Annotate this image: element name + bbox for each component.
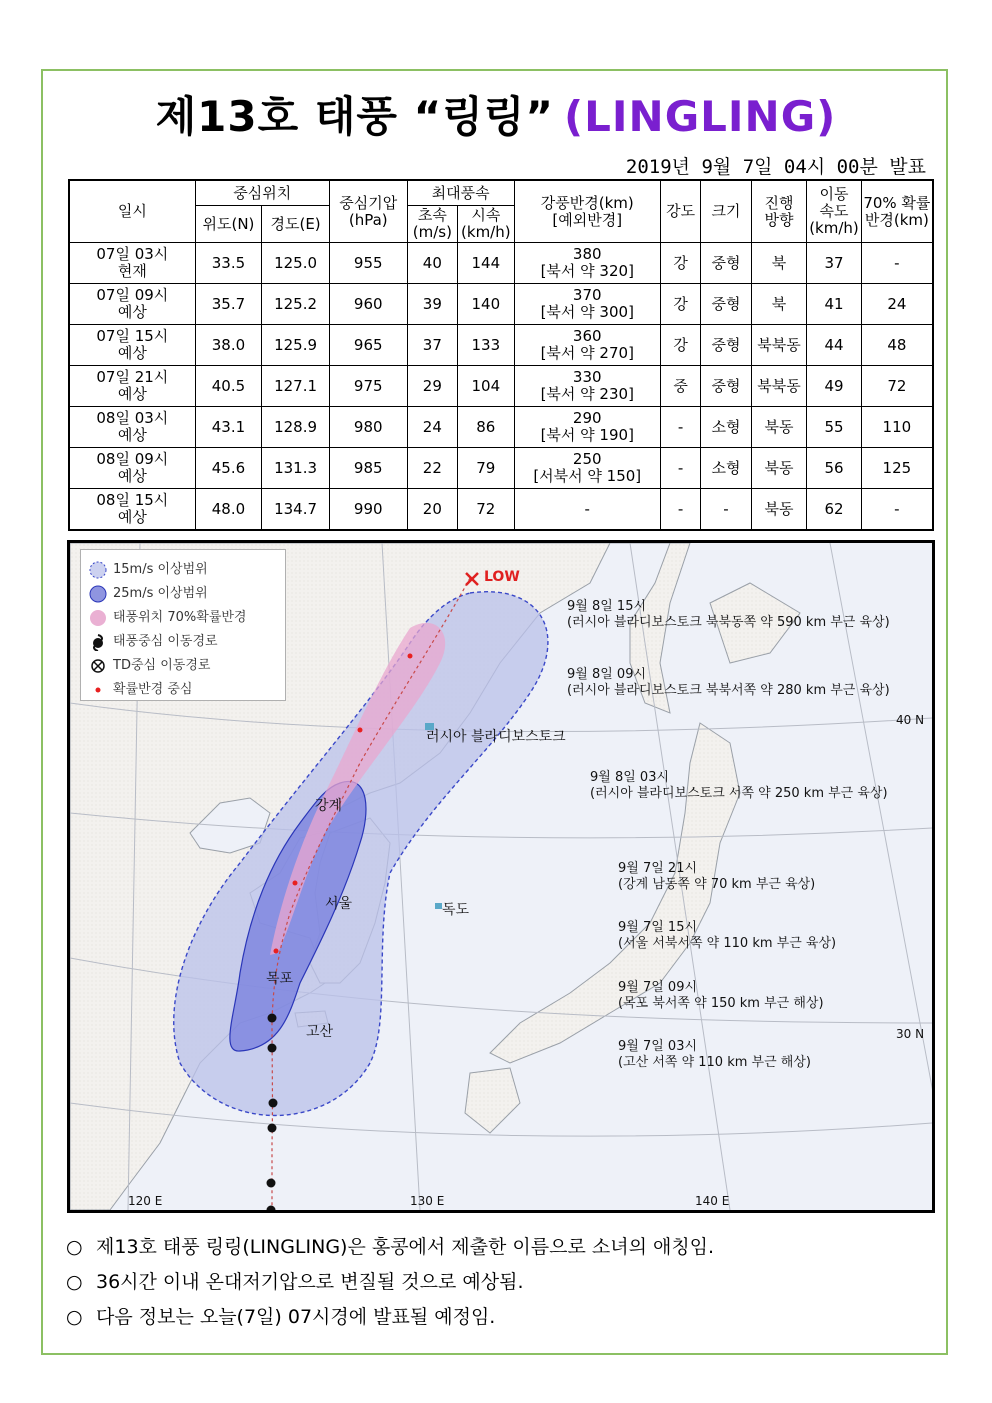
cell-lon: 127.1: [262, 366, 330, 407]
cell-time: 08일 09시 예상: [69, 448, 195, 489]
cell-wind-radius: 250 [서북서 약 150]: [514, 448, 660, 489]
cell-direction: 북동: [751, 448, 807, 489]
cell-speed: 56: [807, 448, 862, 489]
cell-lat: 33.5: [195, 243, 262, 284]
header-pressure: 중심기압 (hPa): [329, 180, 407, 243]
annotation-0908-09: 9월 8일 09시 (러시아 블라디보스토크 북북서쪽 약 280 km 부근 육상): [567, 667, 890, 698]
cell-probability-radius: 24: [861, 284, 933, 325]
header-max-wind: 최대풍속: [407, 180, 514, 206]
cell-wind-ms: 40: [407, 243, 457, 284]
dokdo-marker: [435, 903, 442, 909]
cell-lon: 131.3: [262, 448, 330, 489]
cell-wind-kmh: 86: [458, 407, 515, 448]
cell-size: 중형: [701, 243, 751, 284]
header-probability: 70% 확률 반경(km): [861, 180, 933, 243]
legend-probability: 태풍위치 70%확률반경: [113, 610, 247, 625]
note-3: ○ 다음 정보는 오늘(7일) 07시경에 발표될 예정임.: [66, 1306, 496, 1328]
forecast-table: [68, 179, 934, 531]
header-direction: 진행 방향: [751, 180, 807, 243]
cell-strength: -: [660, 489, 700, 531]
cell-wind-ms: 39: [407, 284, 457, 325]
cell-size: 중형: [701, 284, 751, 325]
cell-lat: 40.5: [195, 366, 262, 407]
table-row: [69, 448, 933, 489]
note-1: ○ 제13호 태풍 링링(LINGLING)은 홍콩에서 제출한 이름으로 소녀의 애칭임.: [66, 1236, 715, 1258]
circle-blue-icon: [89, 585, 107, 603]
cell-wind-kmh: 140: [458, 284, 515, 325]
cell-wind-ms: 24: [407, 407, 457, 448]
cell-wind-ms: 22: [407, 448, 457, 489]
cell-lat: 35.7: [195, 284, 262, 325]
cell-wind-radius: 380 [북서 약 320]: [514, 243, 660, 284]
cell-time: 07일 03시 현재: [69, 243, 195, 284]
cell-lon: 134.7: [262, 489, 330, 531]
cell-wind-radius: 360 [북서 약 270]: [514, 325, 660, 366]
cell-lat: 48.0: [195, 489, 262, 531]
cell-pressure: 975: [329, 366, 407, 407]
note-2: ○ 36시간 이내 온대저기압으로 변질될 것으로 예상됨.: [66, 1271, 524, 1293]
header-wind-radius: 강풍반경(km) [예외반경]: [514, 180, 660, 243]
cell-pressure: 965: [329, 325, 407, 366]
cell-strength: 강: [660, 325, 700, 366]
header-speed: 이동 속도 (km/h): [807, 180, 862, 243]
cell-probability-radius: 125: [861, 448, 933, 489]
cell-direction: 북: [751, 284, 807, 325]
cell-strength: 강: [660, 284, 700, 325]
cell-probability-radius: 48: [861, 325, 933, 366]
cell-probability-radius: -: [861, 489, 933, 531]
cell-time: 08일 15시 예상: [69, 489, 195, 531]
cell-time: 07일 15시 예상: [69, 325, 195, 366]
annotation-0908-03: 9월 8일 03시 (러시아 블라디보스토크 서쪽 약 250 km 부근 육상): [590, 770, 888, 801]
axis-lat30: 30 N: [896, 1027, 925, 1041]
legend-probability-center: 확률반경 중심: [113, 682, 193, 697]
cell-size: 소형: [701, 407, 751, 448]
low-label: LOW: [484, 569, 520, 585]
annotation-0907-09: 9월 7일 09시 (목포 북서쪽 약 150 km 부근 해상): [618, 980, 824, 1011]
cell-direction: 북동: [751, 407, 807, 448]
legend-typhoon-track: 태풍중심 이동경로: [113, 634, 218, 649]
cell-pressure: 985: [329, 448, 407, 489]
cell-pressure: 960: [329, 284, 407, 325]
red-dot-icon: [89, 681, 107, 699]
cell-speed: 55: [807, 407, 862, 448]
cell-direction: 북북동: [751, 325, 807, 366]
typhoon-track-map: [67, 540, 935, 1213]
cell-time: 07일 09시 예상: [69, 284, 195, 325]
title-english: (LINGLING): [563, 92, 837, 141]
cell-wind-radius: -: [514, 489, 660, 531]
cell-pressure: 955: [329, 243, 407, 284]
cell-wind-kmh: 104: [458, 366, 515, 407]
cell-speed: 37: [807, 243, 862, 284]
typhoon-symbol-icon: [89, 633, 107, 651]
table-row: [69, 325, 933, 366]
legend-15ms: 15m/s 이상범위: [113, 562, 208, 577]
cell-wind-radius: 370 [북서 약 300]: [514, 284, 660, 325]
legend-td-track: TD중심 이동경로: [113, 658, 211, 673]
header-ms: 초속 (m/s): [407, 206, 457, 243]
cell-lon: 125.0: [262, 243, 330, 284]
header-strength: 강도: [660, 180, 700, 243]
axis-lon120: 120 E: [128, 1194, 163, 1208]
cell-size: 중형: [701, 325, 751, 366]
header-lon: 경도(E): [262, 206, 330, 243]
cell-probability-radius: 110: [861, 407, 933, 448]
annotation-0907-21: 9월 7일 21시 (강계 남동쪽 약 70 km 부근 육상): [618, 861, 816, 892]
cell-strength: 강: [660, 243, 700, 284]
circle-pink-icon: [89, 609, 107, 627]
table-row: [69, 407, 933, 448]
cell-size: -: [701, 489, 751, 531]
cell-strength: -: [660, 407, 700, 448]
header-time: 일시: [69, 180, 195, 243]
cell-pressure: 990: [329, 489, 407, 531]
cell-lat: 43.1: [195, 407, 262, 448]
header-kmh: 시속 (km/h): [458, 206, 515, 243]
cell-wind-radius: 290 [북서 약 190]: [514, 407, 660, 448]
axis-lon140: 140 E: [695, 1194, 730, 1208]
cell-strength: -: [660, 448, 700, 489]
cell-speed: 44: [807, 325, 862, 366]
cell-wind-ms: 20: [407, 489, 457, 531]
cell-wind-ms: 37: [407, 325, 457, 366]
circle-light-blue-icon: [89, 561, 107, 579]
table-row: [69, 489, 933, 531]
city-dokdo: 독도: [442, 902, 470, 918]
city-ganggye: 강계: [315, 798, 343, 814]
annotation-0907-03: 9월 7일 03시 (고산 서쪽 약 110 km 부근 해상): [618, 1039, 811, 1070]
notes: [66, 1230, 714, 1335]
table-row: [69, 243, 933, 284]
annotation-0908-15: 9월 8일 15시 (러시아 블라디보스토크 북북동쪽 약 590 km 부근 육상): [567, 599, 890, 630]
cell-direction: 북동: [751, 489, 807, 531]
map-legend: [80, 549, 286, 701]
cell-probability-radius: 72: [861, 366, 933, 407]
annotation-0907-15: 9월 7일 15시 (서울 서북서쪽 약 110 km 부근 육상): [618, 920, 837, 951]
table-row: [69, 284, 933, 325]
cell-lat: 45.6: [195, 448, 262, 489]
page-title: [0, 84, 992, 144]
issued-time: 2019년 9월 7일 04시 00분 발표: [625, 156, 926, 178]
cell-strength: 중: [660, 366, 700, 407]
cell-direction: 북: [751, 243, 807, 284]
cell-probability-radius: -: [861, 243, 933, 284]
cell-lon: 125.2: [262, 284, 330, 325]
legend-25ms: 25m/s 이상범위: [113, 586, 208, 601]
cell-size: 중형: [701, 366, 751, 407]
city-seoul: 서울: [325, 896, 353, 912]
cell-wind-kmh: 79: [458, 448, 515, 489]
cell-wind-ms: 29: [407, 366, 457, 407]
cell-time: 07일 21시 예상: [69, 366, 195, 407]
cell-time: 08일 03시 예상: [69, 407, 195, 448]
cell-wind-kmh: 72: [458, 489, 515, 531]
cell-lon: 128.9: [262, 407, 330, 448]
cell-wind-kmh: 144: [458, 243, 515, 284]
cell-size: 소형: [701, 448, 751, 489]
header-center: 중심위치: [195, 180, 329, 206]
cell-pressure: 980: [329, 407, 407, 448]
cell-lat: 38.0: [195, 325, 262, 366]
cell-wind-kmh: 133: [458, 325, 515, 366]
cell-speed: 41: [807, 284, 862, 325]
cell-direction: 북북동: [751, 366, 807, 407]
city-gosan: 고산: [306, 1024, 334, 1040]
header-lat: 위도(N): [195, 206, 262, 243]
cell-speed: 62: [807, 489, 862, 531]
cell-speed: 49: [807, 366, 862, 407]
title-korean: 제13호 태풍 “링링”: [155, 92, 554, 141]
cell-wind-radius: 330 [북서 약 230]: [514, 366, 660, 407]
axis-lat40: 40 N: [896, 713, 925, 727]
city-vladivostok: 러시아 블라디보스토크: [426, 729, 566, 745]
axis-lon130: 130 E: [410, 1194, 445, 1208]
header-size: 크기: [701, 180, 751, 243]
table-row: [69, 366, 933, 407]
td-symbol-icon: [89, 657, 107, 675]
cell-lon: 125.9: [262, 325, 330, 366]
city-mokpo: 목포: [266, 971, 294, 987]
